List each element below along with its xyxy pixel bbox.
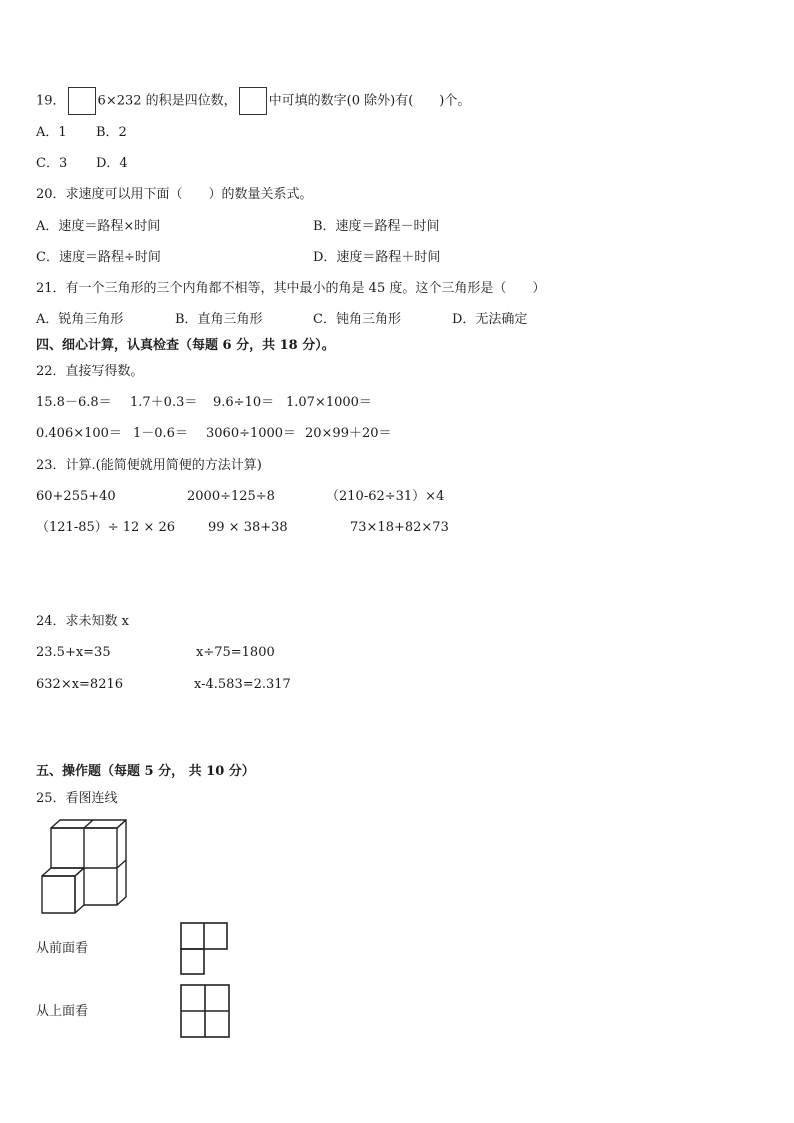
q22-item: 20×99＋20＝: [305, 426, 392, 441]
answer-box[interactable]: [68, 87, 96, 115]
q19-number: 19．: [36, 93, 66, 109]
q23-item: 99 × 38+38: [208, 520, 288, 535]
view-label-front: 从前面看: [36, 941, 89, 956]
q20-option-b[interactable]: B．速度＝路程－时间: [313, 219, 440, 234]
q23-item: 2000÷125÷8: [187, 489, 275, 504]
q22-item: 9.6÷10＝: [213, 395, 275, 410]
q22-item: 15.8－6.8＝: [36, 395, 112, 410]
section-4-title: 四、细心计算，认真检查（每题 6 分，共 18 分）。: [36, 338, 335, 353]
q23-stem: 23．计算.(能简便就用简便的方法计算): [36, 458, 262, 473]
section-5-title: 五、操作题（每题 5 分， 共 10 分）: [36, 764, 255, 779]
top-view-grid[interactable]: [180, 984, 232, 1040]
q24-item: x-4.583=2.317: [194, 677, 291, 692]
q19-option-d[interactable]: D．4: [96, 156, 128, 171]
front-view-grid[interactable]: [180, 922, 230, 976]
q24-item: 23.5+x=35: [36, 645, 111, 660]
q21-option-b[interactable]: B．直角三角形: [175, 312, 263, 327]
q19-option-b[interactable]: B．2: [96, 125, 127, 140]
q23-item: 60+255+40: [36, 489, 116, 504]
q20-option-a[interactable]: A．速度＝路程×时间: [36, 219, 161, 234]
q22-item: 3060÷1000＝: [206, 426, 297, 441]
q25-stem: 25．看图连线: [36, 791, 118, 806]
q19-option-c[interactable]: C．3: [36, 156, 68, 171]
q19-text-1: 6×232 的积是四位数，: [97, 93, 237, 109]
q23-item: 73×18+82×73: [350, 520, 449, 535]
q20-stem: 20．求速度可以用下面（ ）的数量关系式。: [36, 187, 313, 202]
q22-item: 1.7＋0.3＝: [130, 395, 198, 410]
q19-option-a[interactable]: A．1: [36, 125, 67, 140]
q23-item: （210-62÷31）×4: [326, 489, 445, 504]
q20-option-d[interactable]: D．速度＝路程＋时间: [313, 250, 441, 265]
answer-box[interactable]: [239, 87, 267, 115]
q22-item: 1－0.6＝: [133, 426, 188, 441]
q23-item: （121-85）÷ 12 × 26: [36, 520, 176, 535]
q19-stem: [36, 87, 470, 115]
q21-option-d[interactable]: D．无法确定: [452, 312, 528, 327]
q22-item: 1.07×1000＝: [286, 395, 372, 410]
q21-option-a[interactable]: A．锐角三角形: [36, 312, 124, 327]
q21-stem: 21．有一个三角形的三个内角都不相等，其中最小的角是 45 度。这个三角形是（ ）: [36, 281, 546, 296]
q20-option-c[interactable]: C．速度＝路程÷时间: [36, 250, 161, 265]
q19-text-2: 中可填的数字(0 除外)有( )个。: [268, 93, 471, 109]
q24-item: 632×x=8216: [36, 677, 124, 692]
q24-stem: 24．求未知数 x: [36, 614, 130, 629]
cube-stack-figure: [38, 818, 132, 916]
q21-option-c[interactable]: C．钝角三角形: [313, 312, 401, 327]
q24-item: x÷75=1800: [196, 645, 275, 660]
q22-item: 0.406×100＝: [36, 426, 122, 441]
view-label-top: 从上面看: [36, 1004, 89, 1019]
q22-stem: 22．直接写得数。: [36, 364, 144, 379]
